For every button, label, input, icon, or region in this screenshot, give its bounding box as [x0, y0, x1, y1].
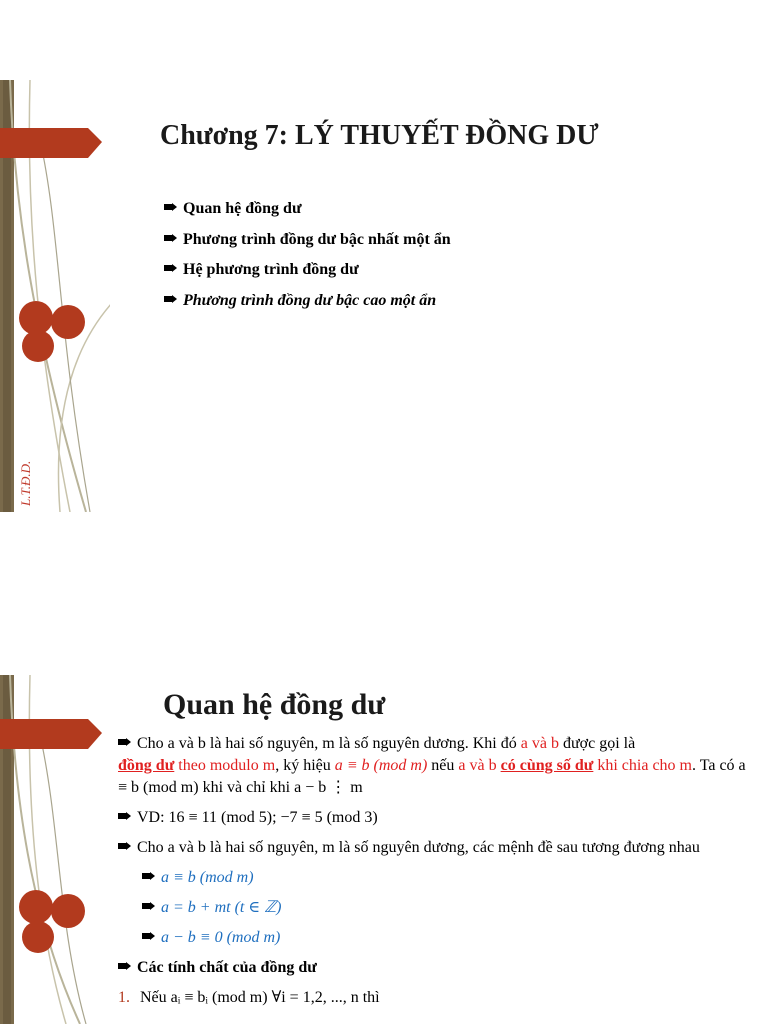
- topic-item: Phương trình đồng dư bậc cao một ẩn: [164, 292, 451, 323]
- topic-item: Quan hệ đồng dư: [164, 200, 451, 231]
- equivalence-intro: Cho a và b là hai số nguyên, m là số nguyên dương, các mệnh đề sau tương đương nhau: [118, 837, 758, 859]
- slide-body: [118, 733, 758, 1017]
- topic-list: [164, 200, 451, 322]
- arrow-bullet-icon: [142, 902, 155, 910]
- floral-decoration: [0, 675, 110, 1024]
- arrow-bullet-icon: [164, 295, 177, 303]
- arrow-bullet-icon: [118, 962, 131, 970]
- floral-decoration: [0, 80, 110, 512]
- arrow-bullet-icon: [118, 812, 131, 820]
- arrow-bullet-icon: [164, 203, 177, 211]
- slide-1: [0, 80, 768, 512]
- example-line: VD: 16 ≡ 11 (mod 5); −7 ≡ 5 (mod 3): [118, 807, 758, 829]
- slide-title: Quan hệ đồng dư: [163, 688, 386, 721]
- definition-paragraph: Cho a và b là hai số nguyên, m là số nguyên dương. Khi đó a và b được gọi là đồng dư theo modulo m, ký hiệu a ≡ b (mod m) nếu a và b có cùng số dư khi chia cho m. Ta có a ≡ b (mod m) khi và chỉ khi a − b ⋮ m: [118, 735, 746, 796]
- arrow-bullet-icon: [164, 264, 177, 272]
- arrow-bullet-icon: [118, 738, 131, 746]
- arrow-bullet-icon: [142, 872, 155, 880]
- property-item: 1. Nếu aᵢ ≡ bᵢ (mod m) ∀i = 1,2, ..., n thì: [118, 989, 380, 1006]
- arrow-bullet-icon: [118, 842, 131, 850]
- equivalence-item: a − b ≡ 0 (mod m): [142, 927, 758, 949]
- slide-title: Chương 7: LÝ THUYẾT ĐỒNG DƯ: [160, 120, 599, 151]
- arrow-bullet-icon: [164, 234, 177, 242]
- properties-heading: Các tính chất của đồng dư: [118, 957, 758, 979]
- svg-text:L.T.Đ.D.: L.T.Đ.D.: [18, 460, 33, 506]
- slide-2: [0, 675, 768, 1024]
- arrow-bullet-icon: [142, 932, 155, 940]
- equivalence-item: a = b + mt (t ∈ ℤ): [142, 897, 758, 919]
- topic-item: Phương trình đồng dư bậc nhất một ẩn: [164, 231, 451, 262]
- author-signature: [18, 428, 36, 508]
- topic-item: Hệ phương trình đồng dư: [164, 261, 451, 292]
- equivalence-item: a ≡ b (mod m): [142, 867, 758, 889]
